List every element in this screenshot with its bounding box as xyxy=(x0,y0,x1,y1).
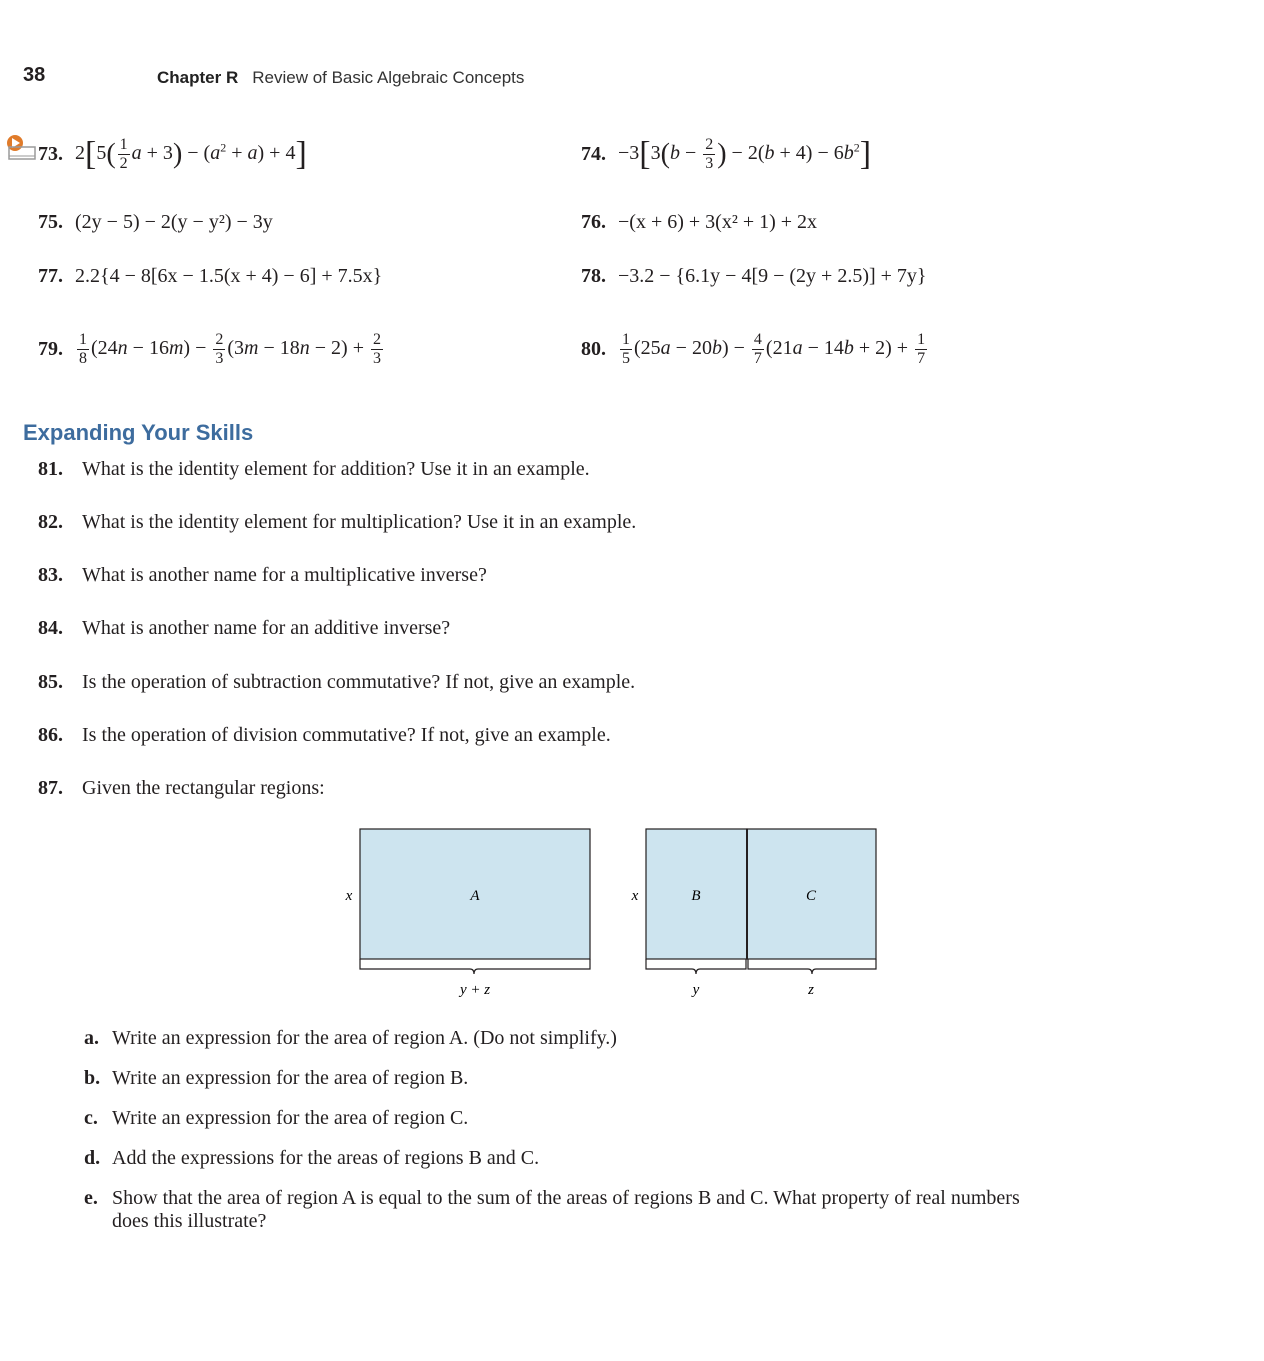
question-82 xyxy=(38,511,636,534)
question-81 xyxy=(38,458,590,481)
question-number: 82. xyxy=(38,511,63,533)
question-text: Is the operation of division commutative? If not, give an example. xyxy=(82,724,611,746)
question-85 xyxy=(38,671,635,694)
problem-expression: −3.2 − {6.1y − 4[9 − (2y + 2.5)] + 7y} xyxy=(618,265,927,287)
chapter-title: Review of Basic Algebraic Concepts xyxy=(252,68,525,87)
problem-78 xyxy=(581,265,927,288)
problem-73 xyxy=(38,128,307,180)
problem-number: 80. xyxy=(581,337,606,360)
problem-74 xyxy=(581,128,871,180)
subpart-e xyxy=(84,1187,1144,1233)
subpart-label: c. xyxy=(84,1107,98,1129)
subpart-text: Write an expression for the area of region B. xyxy=(112,1067,469,1089)
subpart-label: a. xyxy=(84,1027,99,1049)
problem-number: 78. xyxy=(581,265,606,287)
subpart-label: d. xyxy=(84,1147,101,1169)
problem-expression: −3[3(b − $\frac{2}{3}$ ) − $2(b + 4) - 6b^2$] xyxy=(618,135,872,172)
problem-76 xyxy=(581,211,817,234)
chapter-heading xyxy=(157,68,524,88)
question-text: Is the operation of subtraction commutative? If not, give an example. xyxy=(82,671,636,693)
brace-b xyxy=(646,959,746,974)
label-a: A xyxy=(470,888,480,904)
subpart-b xyxy=(84,1067,1144,1090)
problem-number: 75. xyxy=(38,211,63,233)
problem-number: 74. xyxy=(581,142,606,165)
subpart-label: b. xyxy=(84,1067,101,1089)
page-number: 38 xyxy=(23,64,46,86)
question-number: 84. xyxy=(38,617,63,639)
base-a: y + z xyxy=(459,982,491,998)
problem-expression: 2.2{4 − 8[6x − 1.5(x + 4) − 6] + 7.5x} xyxy=(75,265,383,287)
question-83 xyxy=(38,564,487,587)
problem-77 xyxy=(38,265,382,288)
problem-75 xyxy=(38,211,273,234)
base-c: z xyxy=(808,982,814,998)
video-icon[interactable] xyxy=(6,134,38,164)
question-text: Given the rectangular regions: xyxy=(82,777,325,799)
problem-number: 77. xyxy=(38,265,63,287)
brace-a xyxy=(360,959,590,974)
base-b: y xyxy=(692,982,700,998)
subpart-a xyxy=(84,1027,1144,1050)
problem-80 xyxy=(581,326,929,372)
side-bc: x xyxy=(631,888,639,904)
subpart-text: Show that the area of region A is equal to the sum of the areas of regions B and C. What property of real numbers xyxy=(112,1187,1020,1209)
question-87 xyxy=(38,777,325,800)
problem-expression: 2[5( $\frac{1}{2}$ $a + 3) - (a^2 + a) + 4$] xyxy=(75,135,307,172)
problem-number: 79. xyxy=(38,337,63,360)
problem-expression: (2y − 5) − 2(y − y²) − 3y xyxy=(75,211,273,233)
problem-expression: $\frac{1}{5}$ (25a − 20b) − $\frac{4}{7}$ (21a − 14b + 2) + $\frac{1}{7}$ xyxy=(622,330,926,367)
question-86 xyxy=(38,724,611,747)
subpart-text: Write an expression for the area of region C. xyxy=(112,1107,469,1129)
label-c: C xyxy=(805,888,817,904)
question-text: What is the identity element for addition? Use it in an example. xyxy=(82,458,590,480)
question-number: 86. xyxy=(38,724,63,746)
brace-c xyxy=(748,959,876,974)
problem-expression: −(x + 6) + 3(x² + 1) + 2x xyxy=(618,211,818,233)
problem-79 xyxy=(38,326,385,372)
question-number: 87. xyxy=(38,777,63,799)
question-84 xyxy=(38,617,450,640)
side-a: x xyxy=(345,888,353,904)
section-title: Expanding Your Skills xyxy=(23,420,254,445)
label-b: B xyxy=(691,888,701,904)
subpart-text-continued: does this illustrate? xyxy=(112,1210,267,1232)
subpart-text: Add the expressions for the areas of regions B and C. xyxy=(112,1147,540,1169)
rectangles-figure xyxy=(330,820,900,1005)
subpart-text: Write an expression for the area of region A. (Do not simplify.) xyxy=(112,1027,617,1049)
question-text: What is another name for a multiplicative inverse? xyxy=(82,564,487,586)
question-text: What is the identity element for multiplication? Use it in an example. xyxy=(82,511,637,533)
subpart-d xyxy=(84,1147,1144,1170)
question-text: What is another name for an additive inverse? xyxy=(82,617,451,639)
chapter-label: Chapter R xyxy=(157,68,239,87)
question-number: 85. xyxy=(38,671,63,693)
subpart-label: e. xyxy=(84,1187,98,1209)
question-number: 81. xyxy=(38,458,63,480)
question-number: 83. xyxy=(38,564,63,586)
subpart-c xyxy=(84,1107,1144,1130)
problem-expression: $\frac{1}{8}$ (24n − 16m) − $\frac{2}{3}$ (3m − 18n − 2) + $\frac{2}{3}$ xyxy=(79,330,381,367)
problem-number: 73. xyxy=(38,142,63,165)
problem-number: 76. xyxy=(581,211,606,233)
